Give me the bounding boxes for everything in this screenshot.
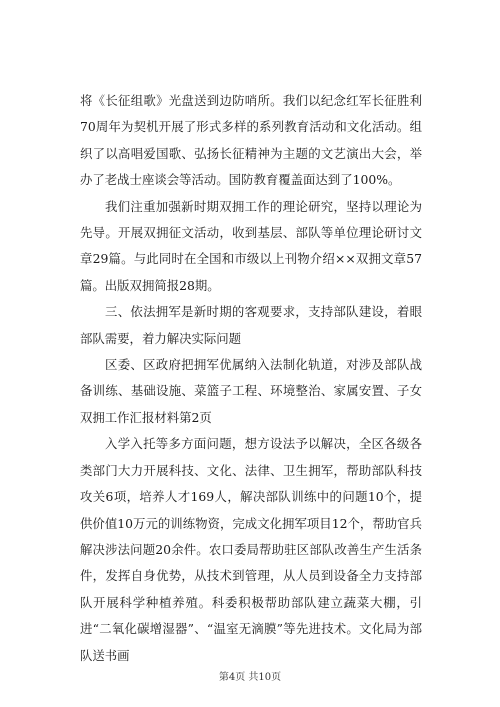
paragraph-1: 将《长征组歌》光盘送到边防哨所。我们以纪念红军长征胜利70周年为契机开展了形式多样的系列教育活动和文化活动。组织了以高唱爱国歌、弘扬长征精神为主题的文艺演出大会，举办了老战士座谈会等活动。国防教育覆盖面达到了100%。: [80, 93, 422, 188]
paragraph-2: 我们注重加强新时期双拥工作的理论研究，坚持以理论为先导。开展双拥征文活动，收到基层、部队等单位理论研讨文章29篇。与此同时在全国和市级以上刊物介绍××双拥文章57篇。出版双拥简报28期。: [80, 198, 422, 293]
document-body: [80, 88, 422, 669]
paragraph-3: 区委、区政府把拥军优属纳入法制化轨道，对涉及部队战备训练、基础设施、菜篮子工程、环境整治、家属安置、子女双拥工作汇报材料第2页: [80, 357, 422, 425]
section-heading: 三、依法拥军是新时期的客观要求，支持部队建设，着眼部队需要，着力解决实际问题: [80, 304, 422, 346]
paragraph-4: 入学入托等多方面问题，想方设法予以解决，全区各级各类部门大力开展科技、文化、法律、卫生拥军，帮助部队科技攻关6项，培养人才169人，解决部队训练中的问题10个，提供价值10万元的训练物资，完成文化拥军项目12个，帮助官兵解决涉法问题20余件。农口委局帮助驻区部队改善生产生活条件，发挥自身优势，从技术到管理，从人员到设备全力支持部队开展科学种植养殖。科委积极帮助部队建立蔬菜大棚，引进“二氧化碳增湿器”、“温室无滴膜”等先进技术。文化局为部队送书画: [80, 436, 422, 663]
page-footer: 第4页 共10页: [218, 672, 282, 683]
